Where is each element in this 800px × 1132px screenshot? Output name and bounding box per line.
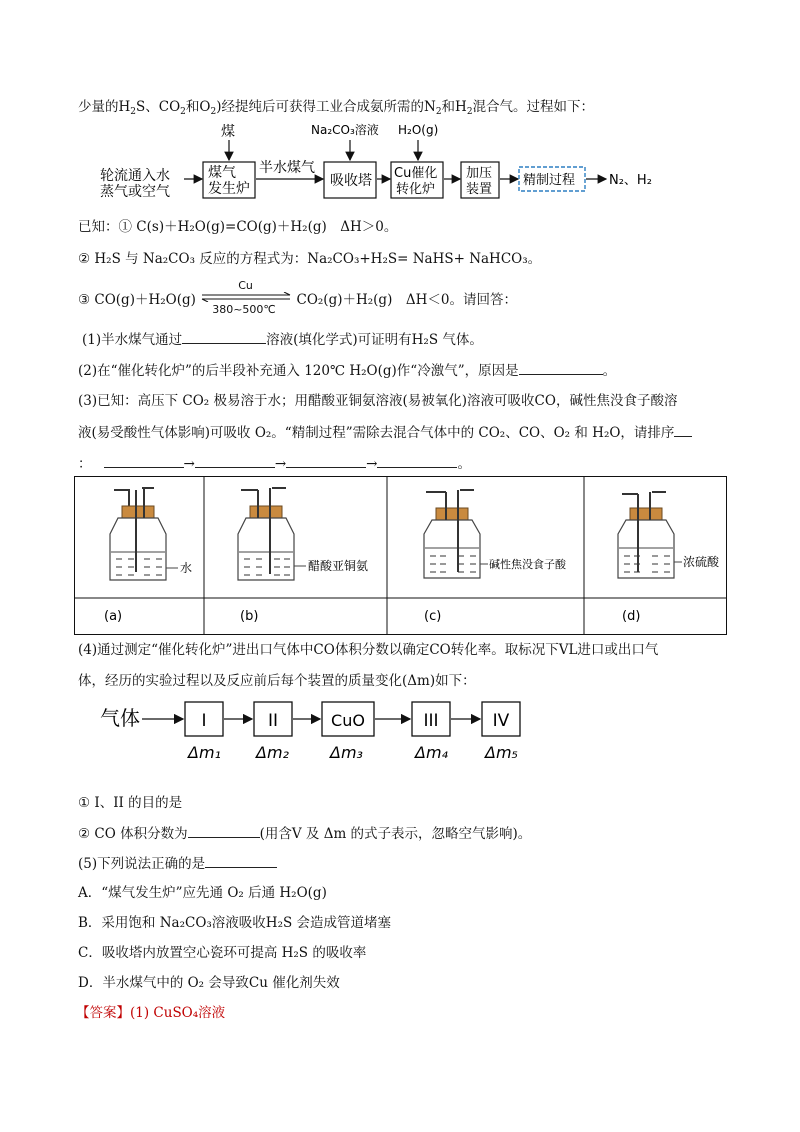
option-b: B．采用饱和 Na₂CO₃溶液吸收H₂S 会造成管道堵塞 bbox=[78, 915, 392, 931]
svg-text:精制过程: 精制过程 bbox=[523, 173, 576, 188]
flow-semi-gas-label: 半水煤气 bbox=[259, 160, 315, 176]
svg-text:装置: 装置 bbox=[466, 182, 493, 197]
svg-text:I: I bbox=[201, 711, 207, 731]
answer-line bbox=[76, 1003, 730, 1023]
flow-output-label: N₂、H₂ bbox=[609, 173, 652, 188]
intro-text: 少量的$H_2S$、$CO_2$和$O_2$)经提纯后可获得工业合成氨所需的$N_2$和$H_2$混合气。过程如下： bbox=[78, 99, 595, 117]
known-2: ② H₂S 与 Na₂CO₃ 反应的方程式为：Na₂CO₃+H₂S= NaHS+ NaHCO₃。 bbox=[78, 251, 542, 267]
flow2-gas-label: 气体 bbox=[100, 706, 140, 730]
bottle-b-label: 醋酸亚铜氨 bbox=[308, 559, 369, 573]
question-3-line3: ： → → → 。 bbox=[78, 453, 730, 474]
flow-input-line2: 蒸气或空气 bbox=[100, 184, 170, 200]
catalytic-arrow: Cu 380~500℃ bbox=[200, 290, 292, 310]
option-a: A．“煤气发生炉”应先通 O₂ 后通 H₂O(g) bbox=[78, 885, 327, 901]
svg-text:发生炉: 发生炉 bbox=[208, 181, 250, 197]
svg-text:III: III bbox=[423, 711, 439, 731]
flow-na2co3-label: Na₂CO₃溶液 bbox=[311, 123, 379, 137]
table-label-d: (d) bbox=[622, 609, 641, 624]
question-3-line2: 液(易受酸性气体影响)可吸收 O₂。“精制过程”需除去混合气体中的 CO₂、CO、O₂ 和 H₂O，请排序 bbox=[78, 422, 730, 443]
table-label-c: (c) bbox=[424, 609, 442, 624]
svg-text:IV: IV bbox=[492, 711, 510, 731]
svg-text:Δm₁: Δm₁ bbox=[188, 743, 221, 762]
process-flow-diagram bbox=[0, 118, 800, 208]
known-3: ③ CO(g)＋H₂O(g) Cu 380~500℃ CO₂(g)＋H₂(g) ΔH＜0。请回答： bbox=[78, 279, 517, 316]
question-1: (1)半水煤气通过 溶液(填化学式)可证明有H₂S 气体。 bbox=[82, 329, 730, 350]
bottle-d bbox=[618, 492, 720, 578]
question-3-line1: (3)已知：高压下 CO₂ 极易溶于水；用醋酸亚铜氨溶液(易被氧化)溶液可吸收CO，碱性焦没食子酸溶 bbox=[78, 393, 678, 409]
flow-coal-label: 煤 bbox=[221, 124, 235, 140]
question-2: (2)在“催化转化炉”的后半段补充通入 120℃ H₂O(g)作“冷激气”，原因是 。 bbox=[78, 360, 730, 381]
flow-h2o-label: H₂O(g) bbox=[398, 123, 439, 137]
bottle-c-label: 碱性焦没食子酸 bbox=[489, 558, 566, 571]
option-c: C．吸收塔内放置空心瓷环可提高 H₂S 的吸收率 bbox=[78, 945, 367, 961]
table-label-b: (b) bbox=[240, 609, 259, 624]
question-4-line2: 体，经历的实验过程以及反应前后每个装置的质量变化(Δm)如下： bbox=[78, 673, 476, 689]
bottle-c bbox=[424, 490, 567, 578]
svg-text:Δm₂: Δm₂ bbox=[256, 743, 289, 762]
question-5-stem: (5)下列说法正确的是 bbox=[78, 853, 730, 874]
svg-text:II: II bbox=[267, 711, 279, 731]
measurement-flow-diagram bbox=[0, 694, 800, 770]
question-4-sub1: ① I、II 的目的是 bbox=[78, 795, 183, 811]
svg-text:Cu催化: Cu催化 bbox=[394, 166, 438, 181]
flow-input-line1: 轮流通入水 bbox=[100, 168, 170, 184]
svg-text:Δm₃: Δm₃ bbox=[330, 743, 363, 762]
svg-text:CuO: CuO bbox=[331, 711, 365, 730]
bottle-a-label: 水 bbox=[180, 561, 193, 575]
svg-text:加压: 加压 bbox=[466, 166, 493, 181]
bottle-b bbox=[238, 488, 368, 580]
answer-tag: 【答案】 bbox=[76, 1005, 130, 1021]
known-1: 已知：① C(s)＋H₂O(g)=CO(g)＋H₂(g) ΔH＞0。 bbox=[78, 219, 398, 235]
bottle-d-label: 浓硫酸 bbox=[683, 555, 720, 569]
bottle-a bbox=[110, 488, 192, 580]
apparatus-table bbox=[74, 476, 727, 636]
option-d: D．半水煤气中的 O₂ 会导致Cu 催化剂失效 bbox=[78, 975, 340, 991]
svg-text:煤气: 煤气 bbox=[208, 165, 236, 181]
answer-text: (1) CuSO₄溶液 bbox=[130, 1005, 226, 1021]
question-4-sub2: ② CO 体积分数为 (用含V 及 Δm 的式子表示，忽略空气影响)。 bbox=[78, 823, 730, 844]
svg-text:吸收塔: 吸收塔 bbox=[330, 173, 372, 189]
svg-text:Δm₅: Δm₅ bbox=[485, 743, 518, 762]
svg-text:Δm₄: Δm₄ bbox=[415, 743, 448, 762]
svg-text:转化炉: 转化炉 bbox=[396, 182, 436, 197]
table-label-a: (a) bbox=[104, 609, 123, 624]
question-4-line1: (4)通过测定“催化转化炉”进出口气体中CO体积分数以确定CO转化率。取标况下VL进口或出口气 bbox=[78, 642, 659, 658]
